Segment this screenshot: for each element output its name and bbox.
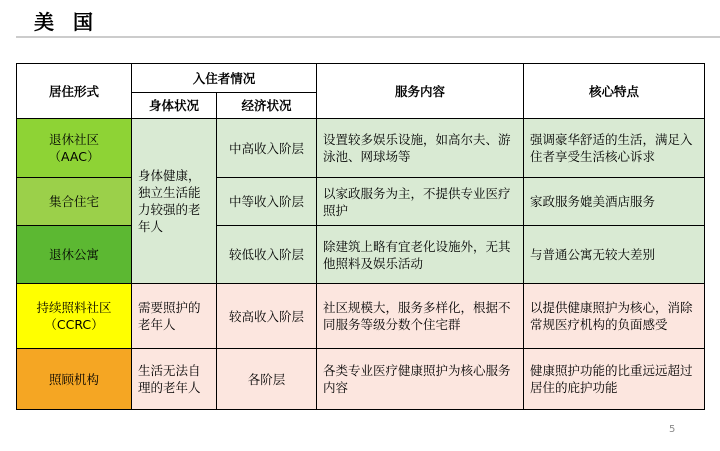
slide-title: 美 国: [34, 10, 99, 34]
header-service: 服务内容: [317, 64, 524, 119]
row-economy: 较低收入阶层: [217, 226, 317, 284]
row-feature: 与普通公寓无较大差别: [524, 226, 705, 284]
row-economy: 各阶层: [217, 349, 317, 410]
table-row: [17, 178, 705, 226]
row-economy: 中高收入阶层: [217, 119, 317, 178]
row-form-aac: 退休社区 （AAC）: [17, 119, 132, 178]
table-row: [17, 349, 705, 410]
row-health: 生活无法自理的老年人: [132, 349, 217, 410]
row-feature: 健康照护功能的比重远远超过居住的庇护功能: [524, 349, 705, 410]
row-feature: 强调豪华舒适的生活，满足入住者享受生活核心诉求: [524, 119, 705, 178]
row-form-retirement-apartment: 退休公寓: [17, 226, 132, 284]
shared-health-cell: 身体健康，独立生活能力较强的老年人: [132, 119, 217, 284]
row-service: 设置较多娱乐设施，如高尔夫、游泳池、网球场等: [317, 119, 524, 178]
header-form: 居住形式: [17, 64, 132, 119]
row-service: 各类专业医疗健康照护为核心服务内容: [317, 349, 524, 410]
row-service: 社区规模大，服务多样化，根据不同服务等级分数个住宅群: [317, 284, 524, 349]
row-health: 需要照护的老年人: [132, 284, 217, 349]
header-health: 身体状况: [132, 93, 217, 119]
row-economy: 中等收入阶层: [217, 178, 317, 226]
row-economy: 较高收入阶层: [217, 284, 317, 349]
row-service: 除建筑上略有宜老化设施外，无其他照料及娱乐活动: [317, 226, 524, 284]
row-form-apartment-complex: 集合住宅: [17, 178, 132, 226]
title-divider: [16, 36, 720, 38]
header-feature: 核心特点: [524, 64, 705, 119]
housing-comparison-table: [16, 63, 705, 410]
header-row: [17, 64, 705, 93]
row-feature: 以提供健康照护为核心，消除常规医疗机构的负面感受: [524, 284, 705, 349]
row-form-care-facility: 照顾机构: [17, 349, 132, 410]
header-condition: 入住者情况: [132, 64, 317, 93]
row-service: 以家政服务为主，不提供专业医疗照护: [317, 178, 524, 226]
table-row: [17, 284, 705, 349]
header-economy: 经济状况: [217, 93, 317, 119]
table-row: [17, 226, 705, 284]
page-number: 5: [669, 424, 676, 435]
row-feature: 家政服务媲美酒店服务: [524, 178, 705, 226]
table-row: [17, 119, 705, 178]
row-form-ccrc: 持续照料社区 （CCRC）: [17, 284, 132, 349]
